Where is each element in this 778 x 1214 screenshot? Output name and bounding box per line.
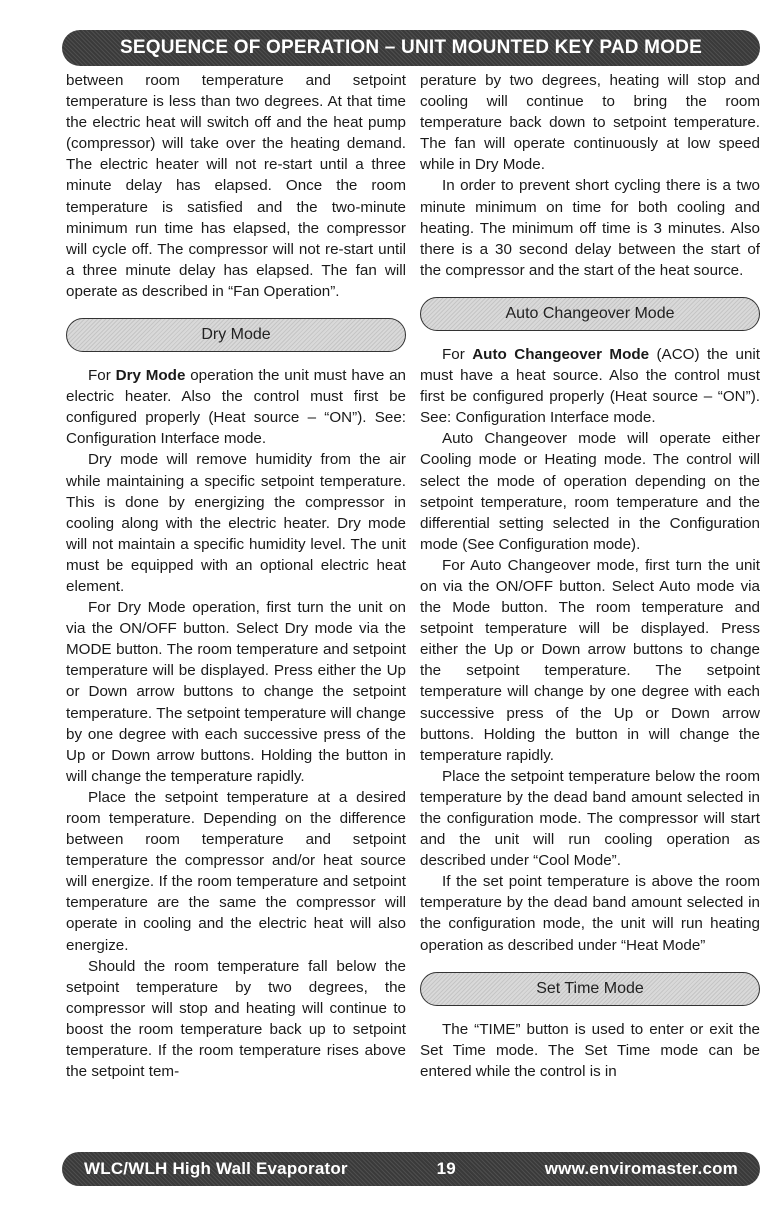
- auto-changeover-paragraph-4: Place the setpoint temperature below the room temperature by the dead band amount selected in the configuration mode. The compressor will start and the unit will run cooling operation as described under “Cool Mode”.: [420, 767, 760, 870]
- dry-mode-heading: [66, 318, 406, 352]
- dry-mode-paragraph-2: Dry mode will remove humidity from the air while maintaining a specific setpoint temperature. This is done by energizing the compressor in cooling along with the electric heater. Dry mode will not maintain a specific humidity level. The unit must be equipped with an optional electric heat element.: [66, 451, 406, 595]
- auto-changeover-paragraph-3: For Auto Changeover mode, first turn the unit on via the ON/OFF button. Select Auto mode via the Mode button. The room temperature and setpoint temperature will be displayed. Press either the Up or Down arrow buttons to change the setpoint temperature. The setpoint temperature will change by one degree with each successive press of the Up or Down arrow buttons. Holding the button in will change the temperature rapidly.: [420, 556, 760, 764]
- dry-mode-emphasis: Dry Mode: [115, 367, 186, 385]
- right-continuation-paragraph: perature by two degrees, heating will stop and cooling will continue to bring the room temperature back down to setpoint temperature. The fan will operate continuously at low speed while in Dry Mode.: [420, 72, 760, 174]
- dry-mode-heading-label: Dry Mode: [201, 326, 271, 344]
- footer-website: www.enviromaster.com: [544, 1159, 738, 1178]
- auto-changeover-heading: [420, 297, 760, 331]
- left-intro-paragraph: between room temperature and setpoint temperature is less than two degrees. At that time the electric heat will switch off and the heat pump (compressor) will take over the heating demand. The electric heater will not re-start until a three minute delay has elapsed. Once the room temperature is satisfied and the two-minute minimum run time has elapsed, the compressor will cycle off. The compressor will not re-start until a three minute delay has elapsed. The fan will operate as described in “Fan Operation”.: [66, 72, 406, 300]
- auto-changeover-emphasis: Auto Changeover Mode: [472, 345, 650, 363]
- dry-mode-paragraph-3: For Dry Mode operation, first turn the unit on via the ON/OFF button. Select Dry mode via the MODE button. The room temperature and setpoint temperature will be displayed. Press either the Up or Down arrow buttons to change the setpoint temperature. The setpoint temperature will change by one degree with each successive press of the Up or Down arrow buttons. Holding the button in will change the temperature rapidly.: [66, 599, 406, 785]
- short-cycle-paragraph: In order to prevent short cycling there is a two minute minimum on time for both cooling and heating. The minimum off time is 3 minutes. Also there is a 30 second delay between the start of the compressor and the start of the heat source.: [420, 177, 760, 279]
- page-header-banner: [62, 30, 760, 66]
- auto-changeover-paragraph-2: Auto Changeover mode will operate either Cooling mode or Heating mode. The control will select the mode of operation depending on the setpoint temperature, room temperature and the differential setting selected in the Configuration mode (See Configuration mode).: [420, 430, 760, 553]
- dry-mode-paragraph-4: Place the setpoint temperature at a desired room temperature. Depending on the difference between room temperature and setpoint temperature the compressor and/or heat source will energize. If the room temperature and setpoint temperature are the same the compressor will operate in cooling and the electric heat will also energize.: [66, 788, 406, 954]
- footer-model: WLC/WLH High Wall Evaporator: [84, 1159, 348, 1178]
- auto-changeover-heading-label: Auto Changeover Mode: [505, 305, 675, 323]
- footer-page-number: 19: [436, 1159, 456, 1178]
- page-footer-banner: [62, 1152, 760, 1186]
- auto-changeover-paragraph-1: For Auto Changeover Mode (ACO) the unit must have a heat source. Also the control must first be configured properly (Heat source – “ON”). See: Configuration Interface mode.: [420, 345, 760, 427]
- dry-mode-paragraph-1: For Dry Mode operation the unit must have an electric heater. Also the control must first be configured properly (Heat source – “ON”). See: Configuration Interface mode.: [66, 367, 406, 448]
- left-column: [66, 70, 406, 1082]
- set-time-heading: [420, 972, 760, 1006]
- page-header-title: SEQUENCE OF OPERATION – UNIT MOUNTED KEY PAD MODE: [120, 37, 702, 58]
- auto-changeover-paragraph-5: If the set point temperature is above the room temperature by the dead band amount selected in the configuration mode, the unit will run heating operation as described under “Heat Mode”: [420, 873, 760, 954]
- right-column: [420, 70, 760, 1082]
- set-time-paragraph-1: The “TIME” button is used to enter or exit the Set Time mode. The Set Time mode can be entered while the control is in: [420, 1020, 760, 1080]
- set-time-heading-label: Set Time Mode: [536, 980, 644, 998]
- dry-mode-paragraph-5: Should the room temperature fall below the setpoint temperature by two degrees, the compressor will stop and heating will continue to boost the room temperature back up to setpoint temperature. If the room temperature rises above the setpoint tem-: [66, 957, 406, 1081]
